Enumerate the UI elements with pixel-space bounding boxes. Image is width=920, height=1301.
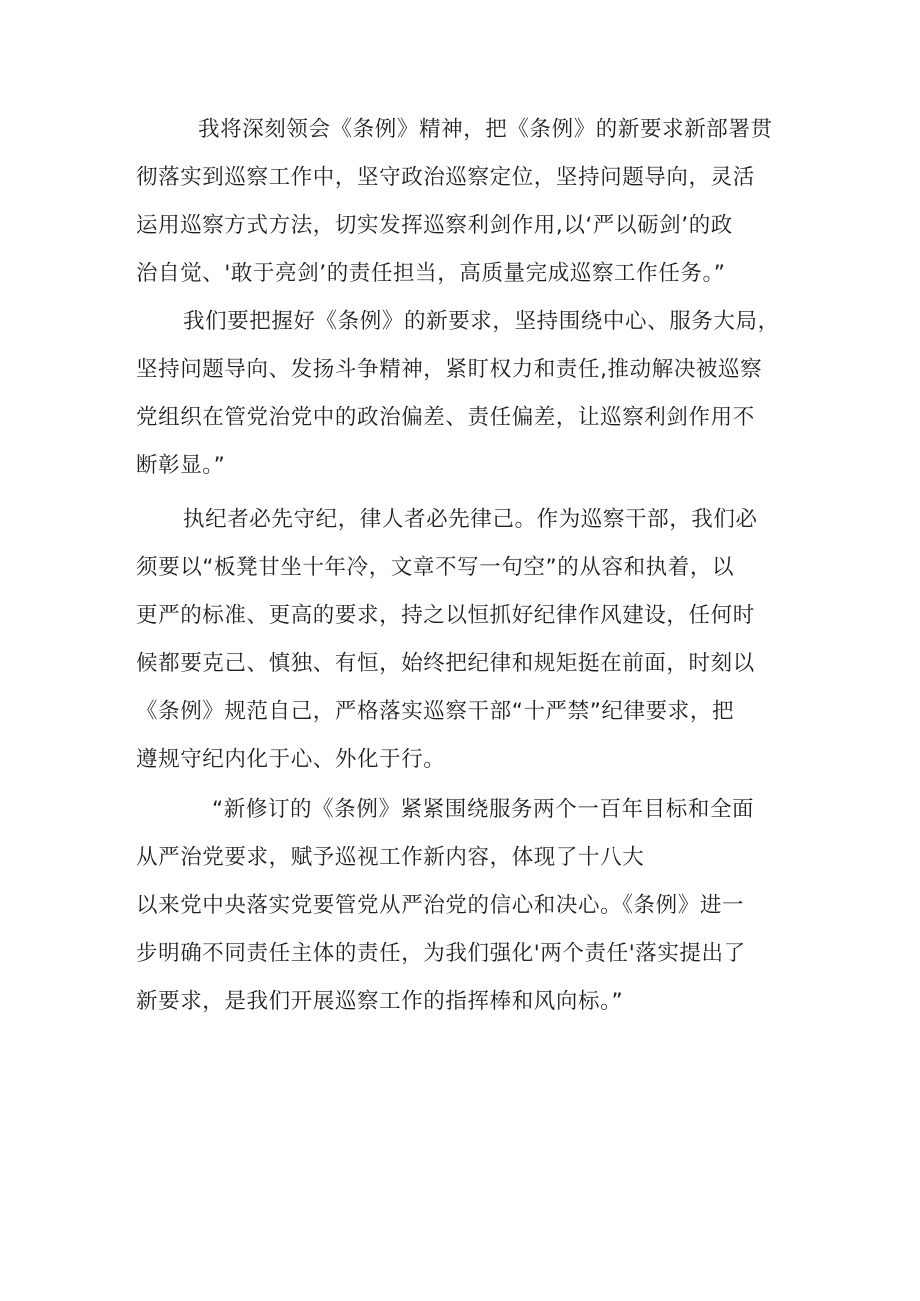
paragraph-3-line-2: 须要以“板凳甘坐十年冷，文章不写一句空”的从容和执着，以 [136,555,735,580]
paragraph-1-line-4: 治自觉、'敢于亮剑’的责任担当，高质量完成巡察工作任务。” [136,261,726,286]
paragraph-4-line-1: “新修订的《条例》紧紧围绕服务两个一百年目标和全面 [212,797,755,822]
paragraph-4-line-5: 新要求，是我们开展巡察工作的指挥棒和风向标。” [136,989,624,1014]
paragraph-2-line-4: 断彰显。” [136,453,226,478]
paragraph-1-line-2: 彻落实到巡察工作中，坚守政治巡察定位，坚持问题导向，灵活 [136,165,755,190]
paragraph-2-line-1: 我们要把握好《条例》的新要求，坚持围绕中心、服务大局， [183,309,780,334]
paragraph-4-line-3: 以来党中央落实党要管党从严治党的信心和决心。《条例》进一 [136,893,745,918]
paragraph-3-line-1: 执纪者必先守纪，律人者必先律己。作为巡察干部，我们必 [183,507,758,532]
paragraph-4-line-4: 步明确不同责任主体的责任，为我们强化'两个责任'落实提出了 [136,941,746,966]
paragraph-4-line-2: 从严治党要求，赋予巡视工作新内容，体现了十八大 [136,845,645,870]
paragraph-2-line-2: 坚持问题导向、发扬斗争精神，紧盯权力和责任,推动解决被巡察 [136,357,763,382]
paragraph-1-line-1: 我将深刻领会《条例》精神，把《条例》的新要求新部署贯 [198,117,773,142]
paragraph-3-line-5: 《条例》规范自己，严格落实巡察干部“十严禁”纪律要求，把 [136,699,735,724]
paragraph-3-line-3: 更严的标准、更高的要求，持之以恒抓好纪律作风建设，任何时 [136,603,755,628]
paragraph-2-line-3: 党组织在管党治党中的政治偏差、责任偏差，让巡察利剑作用不 [136,405,755,430]
paragraph-3-line-6: 遵规守纪内化于心、外化于行。 [136,747,446,772]
paragraph-1-line-3: 运用巡察方式方法，切实发挥巡察利剑作用,以‘严以砺剑’的政 [136,213,733,238]
paragraph-3-line-4: 候都要克己、慎独、有恒，始终把纪律和规矩挺在前面，时刻以 [136,651,755,676]
